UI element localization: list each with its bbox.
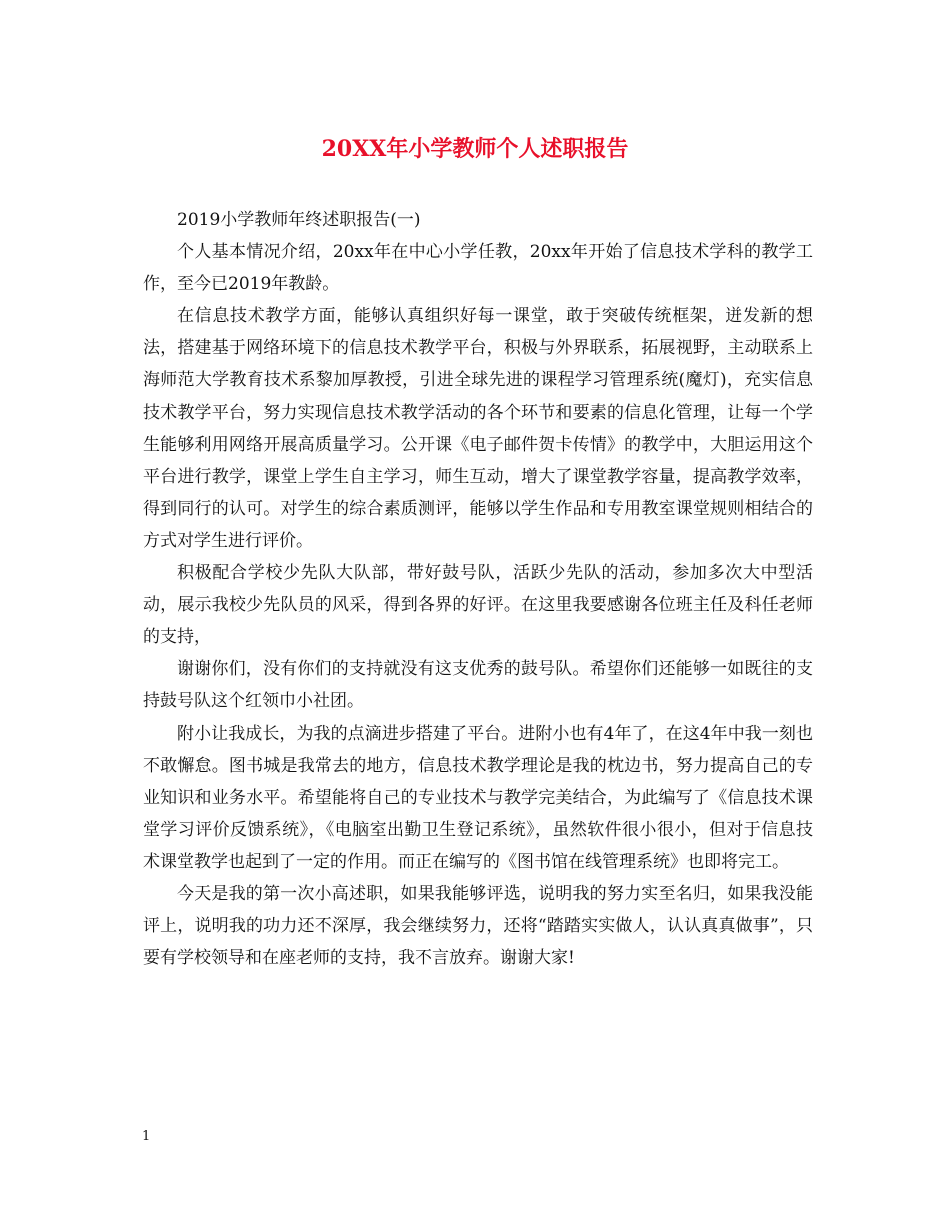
paragraph-teaching: 在信息技术教学方面，能够认真组织好每一课堂，敢于突破传统框架，迸发新的想法，搭建基于网络环境下的信息技术教学平台，积极与外界联系，拓展视野，主动联系上海师范大学教育技术系黎加厚教授，引进全球先进的课程学习管理系统(魔灯)，充实信息技术教学平台，努力实现信息技术教学活动的各个环节和要素的信息化管理，让每一个学生能够利用网络开展高质量学习。公开课《电子邮件贺卡传情》的教学中，大胆运用这个平台进行教学，课堂上学生自主学习，师生互动，增大了课堂教学容量，提高教学效率，得到同行的认可。对学生的综合素质测评，能够以学生作品和专用教室课堂规则相结合的方式对学生进行评价。 bbox=[143, 306, 813, 551]
document-body bbox=[143, 204, 813, 974]
paragraph-conclusion: 今天是我的第一次小高述职，如果我能够评选，说明我的努力实至名归，如果我没能评上，说明我的功力还不深厚，我会继续努力，还将“踏踏实实做人，认认真真做事”，只要有学校领导和在座老师的支持，我不言放弃。谢谢大家! bbox=[143, 883, 813, 969]
paragraph-young-pioneers: 积极配合学校少先队大队部，带好鼓号队，活跃少先队的活动，参加多次大中型活动，展示我校少先队员的风采，得到各界的好评。在这里我要感谢各位班主任及科任老师的支持， bbox=[143, 563, 813, 648]
document-title: 20XX年小学教师个人述职报告 bbox=[321, 136, 629, 162]
paragraph-thanks: 谢谢你们，没有你们的支持就没有这支优秀的鼓号队。希望你们还能够一如既往的支持鼓号队这个红领巾小社团。 bbox=[143, 659, 813, 712]
paragraph-growth: 附小让我成长，为我的点滴进步搭建了平台。进附小也有4年了，在这4年中我一刻也不敢懈怠。图书城是我常去的地方，信息技术教学理论是我的枕边书，努力提高自己的专业知识和业务水平。希望能将自己的专业技术与教学完美结合，为此编写了《信息技术课堂学习评价反馈系统》，《电脑室出勤卫生登记系统》，虽然软件很小很小，但对于信息技术课堂教学也起到了一定的作用。而正在编写的《图书馆在线管理系统》也即将完工。 bbox=[143, 723, 813, 872]
page-number: 1 bbox=[142, 1129, 151, 1144]
paragraph-subtitle: 2019小学教师年终述职报告(一) bbox=[177, 210, 421, 230]
paragraph-intro: 个人基本情况介绍，20xx年在中心小学任教，20xx年开始了信息技术学科的教学工作，至今已2019年教龄。 bbox=[143, 242, 813, 295]
